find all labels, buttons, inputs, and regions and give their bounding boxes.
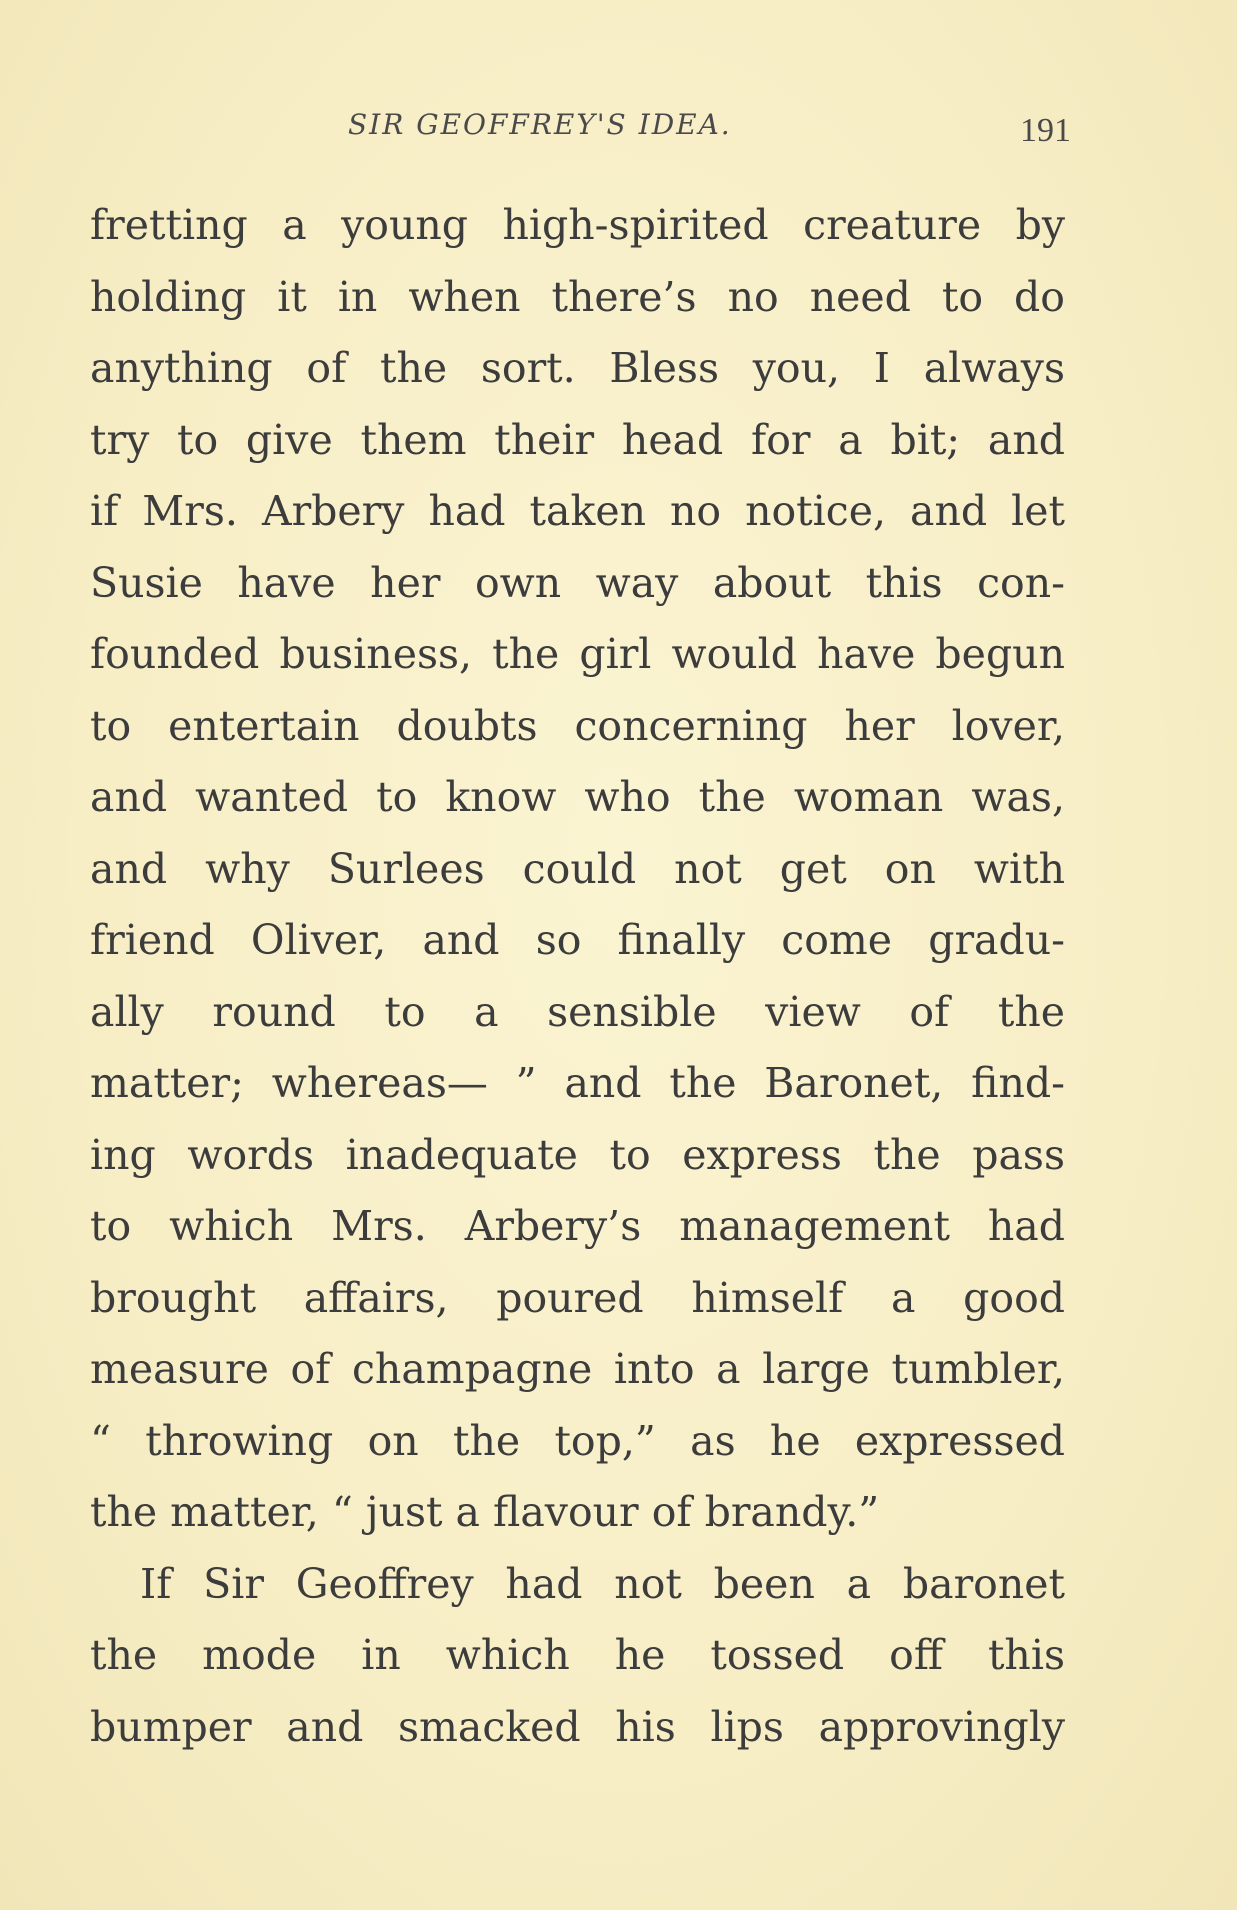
text-line: anything of the sort. Bless you, I always bbox=[90, 344, 1065, 392]
text-line: Susie have her own way about this con- bbox=[90, 558, 1065, 607]
body-text bbox=[90, 190, 1065, 1763]
running-title: SIR GEOFFREY'S IDEA. bbox=[348, 108, 732, 141]
text-line: “ throwing on the top,” as he expressed bbox=[90, 1416, 1065, 1465]
paragraph-end-line: the matter, “ just a flavour of brandy.” bbox=[90, 1488, 880, 1536]
text-line: bumper and smacked his lips approvingly bbox=[90, 1702, 1065, 1751]
text-line: fretting a young high-spirited creature by bbox=[90, 201, 1065, 249]
page-number: 191 bbox=[1020, 112, 1071, 149]
text-line: measure of champagne into a large tumbler, bbox=[90, 1345, 1065, 1393]
paragraph-start-line: If Sir Geoffrey had not been a baronet bbox=[140, 1559, 1065, 1608]
text-line: to which Mrs. Arbery’s management had bbox=[90, 1202, 1065, 1250]
text-line: and why Surlees could not get on with bbox=[90, 844, 1065, 893]
text-line: if Mrs. Arbery had taken no notice, and let bbox=[90, 487, 1065, 535]
text-line: try to give them their head for a bit; and bbox=[90, 415, 1065, 464]
text-line: to entertain doubts concerning her lover, bbox=[90, 701, 1065, 750]
text-line: ally round to a sensible view of the bbox=[90, 987, 1065, 1036]
text-line: founded business, the girl would have begun bbox=[90, 630, 1065, 678]
text-line: friend Oliver, and so finally come gradu- bbox=[90, 916, 1065, 964]
text-line: ing words inadequate to express the pass bbox=[90, 1130, 1065, 1179]
text-line: matter; whereas— ” and the Baronet, find- bbox=[90, 1059, 1065, 1107]
text-line: brought affairs, poured himself a good bbox=[90, 1273, 1065, 1322]
text-line: the mode in which he tossed off this bbox=[90, 1631, 1065, 1679]
text-line: holding it in when there’s no need to do bbox=[90, 272, 1065, 321]
text-line: and wanted to know who the woman was, bbox=[90, 773, 1065, 821]
